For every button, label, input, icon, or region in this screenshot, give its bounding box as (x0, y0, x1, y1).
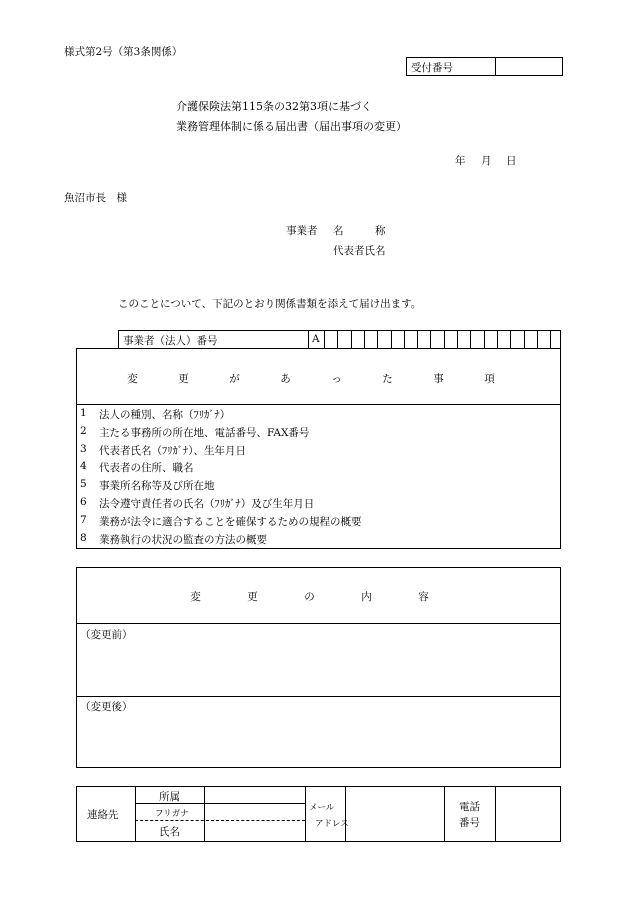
digit-cell-divider (377, 331, 378, 348)
change-item[interactable] (77, 513, 560, 530)
change-item-text: 法令遵守責任者の氏名（ﾌﾘｶﾞﾅ）及び生年月日 (99, 498, 315, 510)
change-item-text: 代表者氏名（ﾌﾘｶﾞﾅ）、生年月日 (99, 444, 246, 457)
change-item-number: 8 (80, 531, 87, 544)
change-item-text: 事業所名称等及び所在地 (99, 480, 215, 493)
reception-number-label: 受付番号 (411, 62, 453, 74)
change-item-text: 業務執行の状況の監査の方法の概要 (99, 533, 267, 546)
digit-cell-divider (510, 331, 511, 348)
before-label: （変更前） (80, 629, 133, 641)
contact-mail-value[interactable] (346, 787, 444, 841)
digit-cell-divider (484, 331, 485, 348)
digit-cell-divider (537, 331, 538, 348)
change-item-text: 代表者の住所、職名 (99, 462, 194, 475)
change-item-text: 法人の種別、名称（ﾌﾘｶﾞﾅ） (99, 409, 231, 421)
change-item-text: 業務が法令に適合することを確保するための規程の概要 (99, 515, 362, 528)
change-item-number: 4 (80, 460, 87, 473)
change-item-number: 7 (80, 513, 87, 526)
digit-cell-divider (497, 331, 498, 348)
digit-cell-divider (364, 331, 365, 348)
change-item-number: 2 (80, 424, 87, 437)
applicant-rep-label: 代表者氏名 (333, 245, 386, 257)
after-label: （変更後） (80, 701, 133, 713)
digit-cell-divider (351, 331, 352, 348)
changed-items-header: 変 更 が あ っ た 事 項 (127, 373, 510, 385)
contact-tel-label-line1: 電話 (459, 801, 480, 813)
digit-cell-divider (444, 331, 445, 348)
addressee: 魚沼市長 様 (64, 192, 127, 204)
corp-number-label: 事業者（法人）番号 (123, 335, 218, 347)
date-month: 月 (481, 155, 492, 167)
change-item-number: 5 (80, 478, 87, 491)
digit-cell-divider (324, 331, 325, 348)
change-content-table (76, 567, 561, 768)
digit-cell-divider (457, 331, 458, 348)
change-item-number: 3 (80, 442, 87, 455)
change-item[interactable] (77, 477, 560, 494)
change-item-text: 主たる事務所の所在地、電話番号、FAX番号 (99, 426, 310, 439)
form-number: 様式第2号（第3条関係） (64, 46, 183, 58)
change-item-number: 6 (80, 496, 87, 508)
date-day: 日 (506, 155, 517, 167)
corp-number-row (118, 330, 561, 349)
change-item[interactable] (77, 531, 560, 548)
change-content-header: 変 更 の 内 容 (190, 591, 447, 603)
contact-mail-label-line2: アドレス (315, 819, 349, 829)
change-item[interactable] (77, 459, 560, 476)
contact-tel-label-line2: 番号 (459, 817, 480, 829)
declaration: このことについて、下記のとおり関係書類を添えて届け出ます。 (118, 298, 422, 310)
contact-table (76, 786, 561, 842)
contact-mail-label-line1: メール (309, 803, 335, 813)
digit-cell-divider (524, 331, 525, 348)
contact-label: 連絡先 (87, 809, 119, 821)
before-content-area[interactable] (77, 641, 560, 695)
digit-cell-divider (430, 331, 431, 348)
digit-cell-divider (404, 331, 405, 348)
change-item[interactable] (77, 442, 560, 459)
contact-tel-value[interactable] (496, 787, 560, 841)
contact-dept-label: 所属 (159, 791, 180, 803)
after-content-area[interactable] (77, 713, 560, 767)
contact-furigana-value[interactable] (205, 804, 304, 820)
digit-cell-divider (470, 331, 471, 348)
change-item[interactable] (77, 424, 560, 441)
contact-dept-value[interactable] (205, 787, 304, 803)
reception-number-box (406, 57, 563, 76)
corp-number-prefix: A (312, 333, 320, 345)
applicant-label: 事業者 (286, 225, 318, 237)
title-line1: 介護保険法第115条の32第3項に基づく (176, 100, 372, 113)
change-item[interactable] (77, 406, 560, 423)
contact-furigana-label: フリガナ (155, 809, 189, 819)
changed-items-table (76, 348, 561, 549)
digit-cell-divider (417, 331, 418, 348)
contact-name-value[interactable] (205, 821, 304, 841)
change-item[interactable] (77, 495, 560, 512)
date-year: 年 (455, 155, 466, 167)
applicant-name-label: 名 称 (333, 225, 386, 237)
contact-name-label: 氏名 (159, 826, 180, 838)
digit-cell-divider (391, 331, 392, 348)
digit-cell-divider (550, 331, 551, 348)
digit-cell-divider (337, 331, 338, 348)
title-line2: 業務管理体制に係る届出書（届出事項の変更） (176, 120, 407, 133)
change-item-number: 1 (80, 407, 87, 419)
